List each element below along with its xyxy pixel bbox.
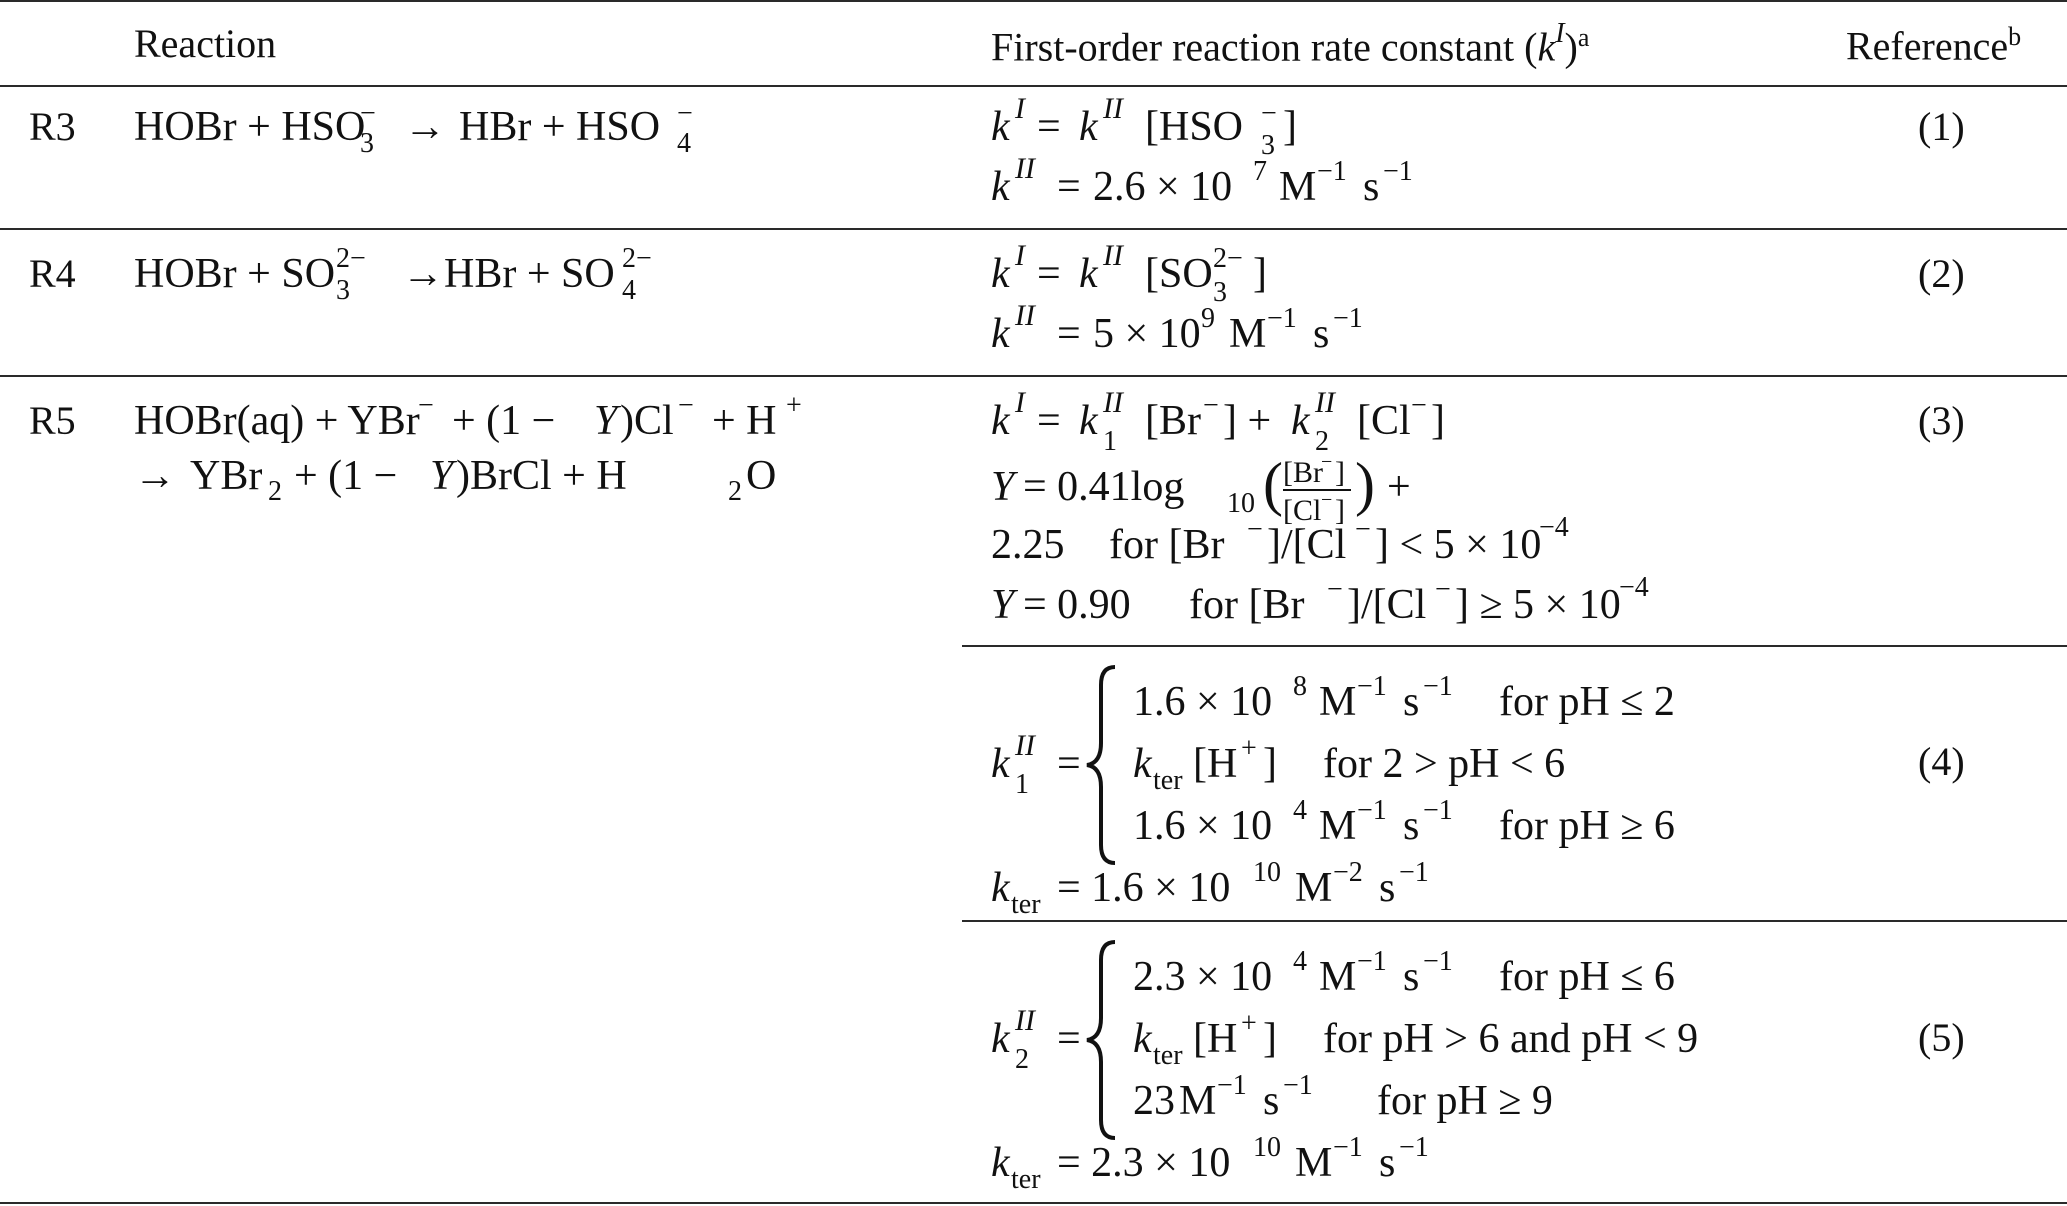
reference-r5-a: (3) bbox=[1918, 398, 1965, 443]
math-glyph: −1 bbox=[1333, 303, 1363, 334]
math-glyph: ] bbox=[1253, 251, 1267, 297]
math-glyph: − bbox=[677, 98, 693, 129]
math-glyph: − bbox=[1327, 574, 1343, 605]
math-glyph: HOBr + SO bbox=[134, 251, 336, 297]
left-brace bbox=[1087, 942, 1115, 1138]
row-id-r3: R3 bbox=[29, 104, 76, 149]
reaction-r3 bbox=[134, 92, 834, 172]
paren-right: ) bbox=[1355, 451, 1375, 517]
math-glyph: → bbox=[402, 251, 444, 297]
math-glyph: [Br bbox=[1145, 398, 1201, 444]
math-glyph: ] + bbox=[1223, 398, 1272, 444]
paren-left: ( bbox=[1263, 451, 1283, 517]
column-header-reaction: Reaction bbox=[134, 21, 277, 66]
math-glyph: − bbox=[418, 390, 434, 421]
row-r3-bottom-rule bbox=[0, 228, 2067, 230]
math-glyph: −1 bbox=[1357, 795, 1387, 826]
math-glyph: 2 bbox=[1015, 1044, 1029, 1075]
reaction-r4 bbox=[134, 239, 834, 319]
row-id-r5: R5 bbox=[29, 398, 76, 443]
math-glyph: = bbox=[1057, 164, 1081, 210]
math-glyph: I bbox=[1015, 386, 1025, 419]
r5-sub-rule-2 bbox=[962, 920, 2067, 922]
math-glyph: + (1 − bbox=[452, 398, 556, 444]
math-glyph: k bbox=[991, 104, 1010, 150]
math-glyph: −1 bbox=[1399, 857, 1429, 888]
math-glyph: II bbox=[1103, 239, 1123, 272]
math-glyph: − bbox=[1321, 489, 1333, 511]
math-glyph: −2 bbox=[1333, 857, 1363, 888]
math-glyph: Y bbox=[991, 464, 1015, 510]
math-glyph: = 2.3 × 10 bbox=[1057, 1140, 1231, 1186]
math-glyph: −1 bbox=[1267, 303, 1297, 334]
rate-r5-block-3 bbox=[991, 930, 1751, 1200]
math-glyph: = 0.41log bbox=[1023, 464, 1185, 510]
math-glyph: Y bbox=[430, 453, 454, 499]
math-glyph: k bbox=[991, 1140, 1010, 1186]
math-glyph: for [Br bbox=[1189, 582, 1305, 628]
math-glyph: Y bbox=[991, 582, 1015, 628]
math-glyph: k bbox=[1133, 1016, 1152, 1062]
math-glyph: 2− bbox=[336, 243, 366, 274]
math-glyph: M bbox=[1319, 954, 1357, 1000]
math-glyph: −1 bbox=[1383, 156, 1413, 187]
math-glyph: k bbox=[991, 741, 1010, 787]
math-glyph: [Cl bbox=[1357, 398, 1411, 444]
math-glyph: s bbox=[1263, 1078, 1280, 1124]
math-glyph: s bbox=[1403, 954, 1420, 1000]
math-glyph: −4 bbox=[1619, 572, 1649, 603]
math-glyph: 1 bbox=[1103, 426, 1117, 457]
math-glyph: ] bbox=[1431, 398, 1445, 444]
math-glyph: I bbox=[1015, 239, 1025, 272]
math-glyph: = bbox=[1057, 741, 1081, 787]
math-glyph: = bbox=[1057, 1016, 1081, 1062]
table-bottom-rule bbox=[0, 1202, 2067, 1204]
math-glyph: k bbox=[1079, 251, 1098, 297]
column-header-rate-constant: First-order reaction rate constant $(k^I)^a$ bbox=[991, 18, 1590, 70]
reference-r4: (2) bbox=[1918, 251, 1965, 296]
math-glyph: for pH ≤ 2 bbox=[1499, 679, 1675, 725]
math-glyph: s bbox=[1313, 311, 1330, 357]
math-glyph: 2 bbox=[728, 476, 742, 507]
math-glyph: + bbox=[1241, 733, 1257, 764]
math-glyph: −1 bbox=[1399, 1132, 1429, 1163]
math-glyph: 2− bbox=[622, 243, 652, 274]
math-glyph: 3 bbox=[1213, 277, 1227, 308]
math-glyph: [SO bbox=[1145, 251, 1213, 297]
math-glyph: [Cl bbox=[1283, 494, 1322, 527]
math-glyph: k bbox=[991, 164, 1010, 210]
r5-sub-rule-1 bbox=[962, 645, 2067, 647]
rate-r5-block-2 bbox=[991, 655, 1751, 920]
math-glyph: + bbox=[786, 390, 802, 421]
math-glyph: M bbox=[1279, 164, 1317, 210]
math-glyph: 2− bbox=[1213, 243, 1243, 274]
math-glyph: O bbox=[746, 453, 777, 499]
math-glyph: M bbox=[1295, 1140, 1333, 1186]
math-glyph: 2.6 × 10 bbox=[1093, 164, 1233, 210]
row-id-r4: R4 bbox=[29, 251, 76, 296]
math-glyph: 7 bbox=[1253, 156, 1267, 187]
footnote-marker-b: b bbox=[2008, 22, 2022, 51]
rate-r3 bbox=[991, 92, 1511, 222]
math-glyph: 2 bbox=[1315, 426, 1329, 457]
rate-r5-block-1 bbox=[991, 386, 1751, 641]
math-glyph: − bbox=[1261, 98, 1277, 129]
math-glyph: −1 bbox=[1217, 1070, 1247, 1101]
math-glyph: = 0.90 bbox=[1023, 582, 1131, 628]
math-glyph: II bbox=[1015, 152, 1035, 185]
math-glyph: → bbox=[404, 104, 446, 150]
math-glyph: = bbox=[1037, 398, 1061, 444]
math-glyph: II bbox=[1015, 299, 1035, 332]
math-glyph: M bbox=[1179, 1078, 1217, 1124]
math-glyph: k bbox=[1133, 741, 1152, 787]
math-glyph: → bbox=[134, 453, 176, 499]
reference-r5-b: (4) bbox=[1918, 739, 1965, 784]
math-glyph: − bbox=[678, 390, 694, 421]
math-glyph: II bbox=[1103, 92, 1123, 125]
math-glyph: ter bbox=[1011, 1164, 1041, 1195]
math-glyph: ] ≥ 5 × 10 bbox=[1455, 582, 1621, 628]
math-glyph: = bbox=[1057, 311, 1081, 357]
math-glyph: 10 bbox=[1227, 488, 1255, 519]
header-rule bbox=[0, 85, 2067, 87]
math-glyph: M bbox=[1229, 311, 1267, 357]
math-glyph: −1 bbox=[1423, 795, 1453, 826]
math-glyph: ] bbox=[1283, 104, 1297, 150]
math-glyph: 2.25 bbox=[991, 522, 1065, 568]
math-glyph: + (1 − bbox=[294, 453, 398, 499]
math-glyph: − bbox=[1247, 514, 1263, 545]
math-glyph: for pH ≥ 9 bbox=[1377, 1078, 1553, 1124]
math-glyph: Y bbox=[594, 398, 618, 444]
math-glyph: 2.3 × 10 bbox=[1133, 954, 1273, 1000]
math-glyph: 10 bbox=[1253, 1132, 1281, 1163]
math-glyph: 1.6 × 10 bbox=[1133, 679, 1273, 725]
math-glyph: s bbox=[1379, 865, 1396, 911]
math-glyph: 3 bbox=[360, 128, 374, 159]
reaction-r5 bbox=[134, 386, 914, 516]
math-glyph: s bbox=[1363, 164, 1380, 210]
math-glyph: 4 bbox=[622, 275, 636, 306]
math-glyph: + H bbox=[712, 398, 777, 444]
math-glyph: 4 bbox=[1293, 946, 1307, 977]
math-glyph: 1.6 × 10 bbox=[1133, 803, 1273, 849]
math-glyph: k bbox=[991, 398, 1010, 444]
math-glyph: for pH ≥ 6 bbox=[1499, 803, 1675, 849]
reference-r5-c: (5) bbox=[1918, 1015, 1965, 1060]
column-header-reference: Reference$^b$ bbox=[1846, 22, 2022, 69]
math-glyph: − bbox=[1203, 390, 1219, 421]
math-glyph: I bbox=[1015, 92, 1025, 125]
math-glyph: 10 bbox=[1253, 857, 1281, 888]
math-glyph: − bbox=[1435, 574, 1451, 605]
math-glyph: YBr bbox=[190, 453, 263, 499]
math-glyph: k bbox=[1079, 398, 1098, 444]
math-glyph: II bbox=[1015, 1004, 1035, 1037]
math-glyph: [H bbox=[1193, 741, 1238, 787]
math-glyph: − bbox=[1411, 390, 1427, 421]
math-glyph: for 2 > pH < 6 bbox=[1323, 741, 1566, 787]
math-glyph: [Br bbox=[1283, 456, 1323, 489]
math-glyph: ] bbox=[1263, 1016, 1277, 1062]
math-glyph: s bbox=[1403, 803, 1420, 849]
math-glyph: HOBr + HSO bbox=[134, 104, 366, 150]
math-glyph: 23 bbox=[1133, 1078, 1175, 1124]
math-glyph: 3 bbox=[1261, 130, 1275, 161]
math-glyph: k bbox=[1079, 104, 1098, 150]
table-top-rule bbox=[0, 0, 2067, 2]
math-glyph: II bbox=[1315, 386, 1335, 419]
math-glyph: −1 bbox=[1333, 1132, 1363, 1163]
reference-r3: (1) bbox=[1918, 104, 1965, 149]
math-glyph: k bbox=[991, 865, 1010, 911]
math-glyph: = 1.6 × 10 bbox=[1057, 865, 1231, 911]
row-r4-bottom-rule bbox=[0, 375, 2067, 377]
math-glyph: −1 bbox=[1357, 671, 1387, 702]
math-glyph: + bbox=[1241, 1008, 1257, 1039]
math-glyph: HOBr(aq) + YBr bbox=[134, 398, 420, 444]
math-glyph: ter bbox=[1153, 765, 1183, 796]
math-glyph: s bbox=[1403, 679, 1420, 725]
math-glyph: HBr + SO bbox=[444, 251, 615, 297]
math-glyph: k bbox=[991, 1016, 1010, 1062]
math-glyph: k bbox=[991, 251, 1010, 297]
math-glyph: = bbox=[1037, 104, 1061, 150]
math-glyph: −1 bbox=[1423, 671, 1453, 702]
math-glyph: [HSO bbox=[1145, 104, 1244, 150]
math-glyph: − bbox=[360, 98, 376, 129]
math-glyph: ] bbox=[1263, 741, 1277, 787]
math-glyph: ] < 5 × 10 bbox=[1375, 522, 1542, 568]
left-brace bbox=[1087, 667, 1115, 863]
math-glyph: −1 bbox=[1283, 1070, 1313, 1101]
math-glyph: II bbox=[1015, 729, 1035, 762]
math-glyph: −1 bbox=[1317, 156, 1347, 187]
math-glyph: for pH > 6 and pH < 9 bbox=[1323, 1016, 1699, 1062]
math-glyph: HBr + HSO bbox=[459, 104, 661, 150]
math-glyph: II bbox=[1103, 386, 1123, 419]
math-glyph: ]/[Cl bbox=[1267, 522, 1347, 568]
math-glyph: [H bbox=[1193, 1016, 1238, 1062]
footnote-marker-a: a bbox=[1577, 23, 1590, 52]
math-glyph: + bbox=[1387, 464, 1411, 510]
math-glyph: M bbox=[1295, 865, 1333, 911]
math-glyph: for [Br bbox=[1109, 522, 1225, 568]
math-glyph: 5 × 10 bbox=[1093, 311, 1201, 357]
math-glyph: ter bbox=[1011, 889, 1041, 920]
math-glyph: M bbox=[1319, 679, 1357, 725]
math-glyph: 4 bbox=[677, 128, 691, 159]
math-glyph: k bbox=[991, 311, 1010, 357]
rate-r4 bbox=[991, 239, 1511, 369]
math-glyph: k bbox=[1291, 398, 1310, 444]
math-glyph: ]/[Cl bbox=[1347, 582, 1427, 628]
math-glyph: − bbox=[1321, 451, 1333, 473]
math-glyph: ] bbox=[1335, 494, 1345, 527]
math-glyph: )Cl bbox=[620, 398, 674, 444]
math-glyph: 3 bbox=[336, 275, 350, 306]
math-glyph: 4 bbox=[1293, 795, 1307, 826]
math-glyph: −1 bbox=[1357, 946, 1387, 977]
math-glyph: 8 bbox=[1293, 671, 1307, 702]
math-glyph: −4 bbox=[1539, 512, 1569, 543]
math-glyph: s bbox=[1379, 1140, 1396, 1186]
math-glyph: M bbox=[1319, 803, 1357, 849]
math-glyph: ] bbox=[1335, 456, 1345, 489]
math-glyph: = bbox=[1037, 251, 1061, 297]
math-glyph: −1 bbox=[1423, 946, 1453, 977]
math-glyph: − bbox=[1355, 514, 1371, 545]
math-glyph: for pH ≤ 6 bbox=[1499, 954, 1675, 1000]
math-glyph: 9 bbox=[1201, 303, 1215, 334]
math-glyph: )BrCl + H bbox=[456, 453, 627, 499]
math-glyph: ter bbox=[1153, 1040, 1183, 1071]
math-glyph: 1 bbox=[1015, 769, 1029, 800]
math-glyph: 2 bbox=[268, 476, 282, 507]
